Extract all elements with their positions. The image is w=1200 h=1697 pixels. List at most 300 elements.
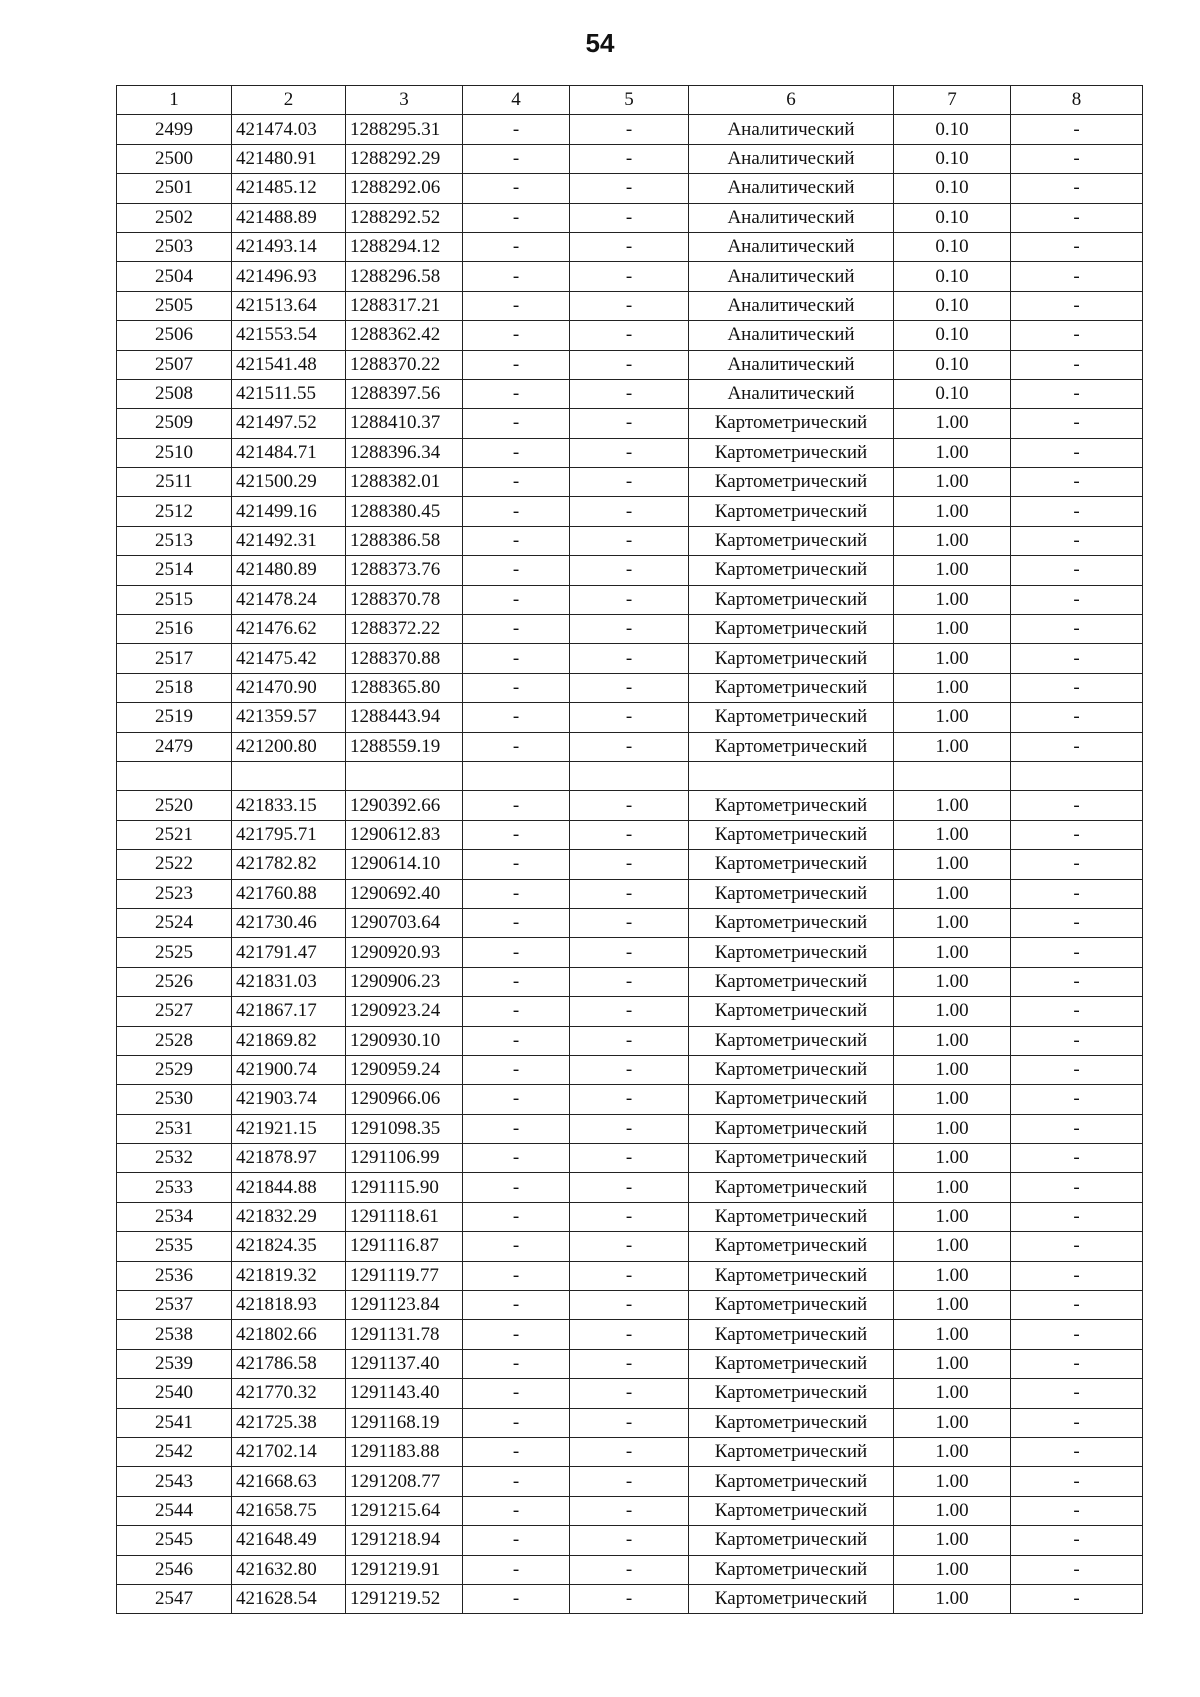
cell-col-4: -: [463, 820, 570, 849]
cell-col-8: -: [1011, 820, 1143, 849]
cell-coordinate-x: 421791.47: [232, 938, 346, 967]
cell-coordinate-y: 1291219.91: [346, 1555, 463, 1584]
table-row: [117, 321, 1143, 350]
cell-coordinate-y: 1291123.84: [346, 1291, 463, 1320]
cell-accuracy: 0.10: [894, 350, 1011, 379]
cell-method: Картометрический: [689, 820, 894, 849]
cell-coordinate-x: 421730.46: [232, 908, 346, 937]
table-row: [117, 1555, 1143, 1584]
table-row: [117, 1085, 1143, 1114]
cell-point-number: 2527: [117, 997, 232, 1026]
cell-coordinate-y: 1290692.40: [346, 879, 463, 908]
table-row: [117, 1349, 1143, 1378]
cell-coordinate-x: 421474.03: [232, 115, 346, 144]
cell-col-8: -: [1011, 673, 1143, 702]
cell-col-5: -: [570, 232, 689, 261]
cell-col-4: -: [463, 1349, 570, 1378]
cell-method: Картометрический: [689, 908, 894, 937]
cell-col-8: -: [1011, 791, 1143, 820]
cell-col-5: -: [570, 262, 689, 291]
cell-point-number: 2539: [117, 1349, 232, 1378]
table-row: [117, 703, 1143, 732]
cell-coordinate-x: 421782.82: [232, 850, 346, 879]
table-row: [117, 1437, 1143, 1466]
cell-coordinate-y: 1290614.10: [346, 850, 463, 879]
cell-col-4: -: [463, 1496, 570, 1525]
cell-col-4: -: [463, 938, 570, 967]
cell-coordinate-y: 1288295.31: [346, 115, 463, 144]
cell-col-8: -: [1011, 468, 1143, 497]
cell-coordinate-x: 421359.57: [232, 703, 346, 732]
table-row: [117, 1261, 1143, 1290]
cell-accuracy: 1.00: [894, 1467, 1011, 1496]
cell-col-4: -: [463, 1437, 570, 1466]
cell-coordinate-y: 1291183.88: [346, 1437, 463, 1466]
column-header: 4: [463, 86, 570, 115]
cell-col-8: -: [1011, 997, 1143, 1026]
cell-point-number: 2503: [117, 232, 232, 261]
cell-point-number: 2543: [117, 1467, 232, 1496]
cell-coordinate-x: 421484.71: [232, 438, 346, 467]
cell-coordinate-x: 421496.93: [232, 262, 346, 291]
cell-col-5: -: [570, 526, 689, 555]
page-number: 54: [585, 28, 615, 58]
cell-accuracy: 1.00: [894, 673, 1011, 702]
cell-col-8: -: [1011, 526, 1143, 555]
cell-accuracy: 1.00: [894, 967, 1011, 996]
cell-method: [689, 761, 894, 790]
cell-coordinate-y: 1291208.77: [346, 1467, 463, 1496]
cell-col-8: -: [1011, 585, 1143, 614]
table-row: [117, 1379, 1143, 1408]
cell-coordinate-x: 421824.35: [232, 1232, 346, 1261]
cell-col-8: -: [1011, 703, 1143, 732]
cell-accuracy: 1.00: [894, 1055, 1011, 1084]
cell-col-5: -: [570, 203, 689, 232]
cell-method: Картометрический: [689, 673, 894, 702]
cell-accuracy: 1.00: [894, 556, 1011, 585]
cell-coordinate-y: 1288294.12: [346, 232, 463, 261]
cell-accuracy: 0.10: [894, 203, 1011, 232]
cell-col-5: -: [570, 1202, 689, 1231]
cell-col-8: -: [1011, 144, 1143, 173]
cell-col-5: -: [570, 1232, 689, 1261]
cell-point-number: 2524: [117, 908, 232, 937]
cell-point-number: 2507: [117, 350, 232, 379]
cell-coordinate-y: 1291106.99: [346, 1144, 463, 1173]
cell-col-8: -: [1011, 1232, 1143, 1261]
cell-point-number: 2501: [117, 174, 232, 203]
cell-col-5: -: [570, 615, 689, 644]
cell-coordinate-y: 1288317.21: [346, 291, 463, 320]
cell-accuracy: 1.00: [894, 908, 1011, 937]
table-row: [117, 203, 1143, 232]
cell-method: Картометрический: [689, 1261, 894, 1290]
cell-method: Картометрический: [689, 1320, 894, 1349]
cell-coordinate-x: 421770.32: [232, 1379, 346, 1408]
cell-coordinate-x: 421478.24: [232, 585, 346, 614]
cell-col-5: -: [570, 908, 689, 937]
cell-col-4: -: [463, 1379, 570, 1408]
cell-accuracy: 1.00: [894, 938, 1011, 967]
cell-col-5: -: [570, 1291, 689, 1320]
cell-accuracy: 1.00: [894, 1349, 1011, 1378]
table-row: [117, 1408, 1143, 1437]
cell-method: Картометрический: [689, 644, 894, 673]
cell-coordinate-y: 1288292.06: [346, 174, 463, 203]
cell-col-4: -: [463, 1055, 570, 1084]
cell-coordinate-x: 421802.66: [232, 1320, 346, 1349]
cell-col-8: -: [1011, 232, 1143, 261]
cell-coordinate-y: 1288559.19: [346, 732, 463, 761]
cell-col-8: -: [1011, 1261, 1143, 1290]
cell-point-number: 2545: [117, 1526, 232, 1555]
table-row: [117, 1173, 1143, 1202]
cell-accuracy: 0.10: [894, 321, 1011, 350]
cell-method: Картометрический: [689, 556, 894, 585]
column-header: 6: [689, 86, 894, 115]
cell-col-4: -: [463, 1584, 570, 1613]
cell-coordinate-x: 421493.14: [232, 232, 346, 261]
cell-accuracy: 1.00: [894, 438, 1011, 467]
table-row: [117, 820, 1143, 849]
cell-col-4: -: [463, 1320, 570, 1349]
cell-col-4: -: [463, 1232, 570, 1261]
cell-coordinate-x: 421497.52: [232, 409, 346, 438]
table-row: [117, 1114, 1143, 1143]
cell-point-number: 2500: [117, 144, 232, 173]
cell-point-number: 2513: [117, 526, 232, 555]
cell-coordinate-x: 421480.91: [232, 144, 346, 173]
cell-point-number: 2502: [117, 203, 232, 232]
cell-col-4: -: [463, 556, 570, 585]
cell-accuracy: 1.00: [894, 468, 1011, 497]
cell-method: Аналитический: [689, 262, 894, 291]
table-header-row: [117, 86, 1143, 115]
cell-col-8: -: [1011, 379, 1143, 408]
cell-coordinate-y: 1290703.64: [346, 908, 463, 937]
coordinates-table: [116, 85, 1143, 1614]
cell-point-number: 2519: [117, 703, 232, 732]
table-row: [117, 673, 1143, 702]
cell-coordinate-y: 1291098.35: [346, 1114, 463, 1143]
cell-col-8: -: [1011, 203, 1143, 232]
cell-method: Аналитический: [689, 291, 894, 320]
cell-accuracy: 1.00: [894, 1320, 1011, 1349]
table-row: [117, 262, 1143, 291]
cell-method: Картометрический: [689, 1085, 894, 1114]
cell-col-5: -: [570, 673, 689, 702]
cell-col-5: -: [570, 379, 689, 408]
cell-col-5: -: [570, 144, 689, 173]
cell-accuracy: 1.00: [894, 850, 1011, 879]
cell-col-4: -: [463, 232, 570, 261]
cell-col-8: -: [1011, 732, 1143, 761]
cell-accuracy: 1.00: [894, 1114, 1011, 1143]
cell-coordinate-y: 1290906.23: [346, 967, 463, 996]
cell-accuracy: [894, 761, 1011, 790]
table-row: [117, 732, 1143, 761]
cell-coordinate-x: 421921.15: [232, 1114, 346, 1143]
cell-col-8: -: [1011, 1291, 1143, 1320]
cell-col-4: -: [463, 350, 570, 379]
cell-col-8: -: [1011, 1496, 1143, 1525]
cell-col-4: -: [463, 673, 570, 702]
cell-col-8: -: [1011, 879, 1143, 908]
cell-coordinate-x: 421475.42: [232, 644, 346, 673]
cell-col-4: -: [463, 615, 570, 644]
cell-col-8: [1011, 761, 1143, 790]
cell-accuracy: 1.00: [894, 1261, 1011, 1290]
table-row: [117, 497, 1143, 526]
cell-coordinate-y: 1288397.56: [346, 379, 463, 408]
cell-method: Картометрический: [689, 703, 894, 732]
cell-point-number: 2515: [117, 585, 232, 614]
cell-point-number: 2531: [117, 1114, 232, 1143]
cell-method: Картометрический: [689, 1408, 894, 1437]
table-row: [117, 1232, 1143, 1261]
cell-method: Картометрический: [689, 1173, 894, 1202]
table-row: [117, 585, 1143, 614]
cell-method: Картометрический: [689, 879, 894, 908]
cell-coordinate-y: 1291168.19: [346, 1408, 463, 1437]
cell-coordinate-y: 1291215.64: [346, 1496, 463, 1525]
cell-method: Картометрический: [689, 1379, 894, 1408]
table-row: [117, 1291, 1143, 1320]
cell-coordinate-y: 1291118.61: [346, 1202, 463, 1231]
cell-coordinate-y: 1290966.06: [346, 1085, 463, 1114]
cell-point-number: 2522: [117, 850, 232, 879]
cell-accuracy: 1.00: [894, 409, 1011, 438]
cell-method: Картометрический: [689, 438, 894, 467]
cell-point-number: 2536: [117, 1261, 232, 1290]
cell-method: Аналитический: [689, 174, 894, 203]
table-row: [117, 468, 1143, 497]
cell-col-8: -: [1011, 615, 1143, 644]
cell-accuracy: 0.10: [894, 379, 1011, 408]
cell-point-number: 2517: [117, 644, 232, 673]
cell-col-5: -: [570, 1085, 689, 1114]
cell-col-8: -: [1011, 908, 1143, 937]
cell-point-number: 2518: [117, 673, 232, 702]
cell-coordinate-y: 1290392.66: [346, 791, 463, 820]
cell-coordinate-x: 421499.16: [232, 497, 346, 526]
table-row: [117, 791, 1143, 820]
cell-point-number: 2533: [117, 1173, 232, 1202]
cell-point-number: 2504: [117, 262, 232, 291]
cell-point-number: 2511: [117, 468, 232, 497]
cell-col-4: -: [463, 879, 570, 908]
cell-col-8: -: [1011, 938, 1143, 967]
cell-col-5: -: [570, 1144, 689, 1173]
cell-coordinate-x: 421511.55: [232, 379, 346, 408]
column-header: 2: [232, 86, 346, 115]
table-row: [117, 1526, 1143, 1555]
cell-coordinate-y: 1291219.52: [346, 1584, 463, 1613]
cell-point-number: 2508: [117, 379, 232, 408]
cell-point-number: 2540: [117, 1379, 232, 1408]
cell-col-8: -: [1011, 967, 1143, 996]
cell-accuracy: 0.10: [894, 232, 1011, 261]
cell-point-number: 2512: [117, 497, 232, 526]
cell-col-5: -: [570, 1320, 689, 1349]
cell-col-8: -: [1011, 262, 1143, 291]
cell-accuracy: 1.00: [894, 732, 1011, 761]
cell-col-4: -: [463, 144, 570, 173]
cell-col-8: -: [1011, 1379, 1143, 1408]
cell-coordinate-x: 421476.62: [232, 615, 346, 644]
cell-method: Картометрический: [689, 1584, 894, 1613]
table-row: [117, 438, 1143, 467]
cell-point-number: 2521: [117, 820, 232, 849]
cell-coordinate-x: 421867.17: [232, 997, 346, 1026]
cell-coordinate-y: 1288292.29: [346, 144, 463, 173]
cell-coordinate-x: 421818.93: [232, 1291, 346, 1320]
cell-col-4: -: [463, 967, 570, 996]
cell-col-5: -: [570, 644, 689, 673]
cell-col-5: -: [570, 321, 689, 350]
cell-col-8: -: [1011, 1526, 1143, 1555]
cell-coordinate-y: 1288443.94: [346, 703, 463, 732]
cell-coordinate-x: 421833.15: [232, 791, 346, 820]
cell-point-number: 2532: [117, 1144, 232, 1173]
table-row: [117, 144, 1143, 173]
cell-col-5: -: [570, 1555, 689, 1584]
cell-col-4: -: [463, 409, 570, 438]
cell-col-5: -: [570, 1055, 689, 1084]
cell-coordinate-x: 421500.29: [232, 468, 346, 497]
cell-accuracy: 1.00: [894, 1437, 1011, 1466]
table-row: [117, 556, 1143, 585]
cell-coordinate-x: 421648.49: [232, 1526, 346, 1555]
cell-accuracy: 0.10: [894, 262, 1011, 291]
cell-accuracy: 1.00: [894, 526, 1011, 555]
cell-point-number: 2528: [117, 1026, 232, 1055]
cell-accuracy: 1.00: [894, 1202, 1011, 1231]
cell-col-5: -: [570, 115, 689, 144]
cell-accuracy: 1.00: [894, 997, 1011, 1026]
cell-col-5: -: [570, 1114, 689, 1143]
cell-col-5: -: [570, 556, 689, 585]
cell-col-4: -: [463, 1202, 570, 1231]
cell-col-8: -: [1011, 497, 1143, 526]
cell-col-4: -: [463, 1144, 570, 1173]
cell-col-8: -: [1011, 1467, 1143, 1496]
cell-coordinate-x: 421903.74: [232, 1085, 346, 1114]
cell-coordinate-y: 1288365.80: [346, 673, 463, 702]
cell-point-number: 2544: [117, 1496, 232, 1525]
cell-coordinate-y: 1288370.88: [346, 644, 463, 673]
table-row: [117, 967, 1143, 996]
cell-col-8: -: [1011, 1026, 1143, 1055]
cell-coordinate-x: 421786.58: [232, 1349, 346, 1378]
cell-col-4: -: [463, 908, 570, 937]
cell-col-8: -: [1011, 321, 1143, 350]
cell-col-8: -: [1011, 1320, 1143, 1349]
cell-col-5: -: [570, 732, 689, 761]
cell-coordinate-y: 1290959.24: [346, 1055, 463, 1084]
cell-col-4: -: [463, 1114, 570, 1143]
cell-coordinate-x: 421900.74: [232, 1055, 346, 1084]
cell-col-4: -: [463, 1085, 570, 1114]
cell-point-number: 2520: [117, 791, 232, 820]
cell-method: Аналитический: [689, 115, 894, 144]
cell-coordinate-x: 421470.90: [232, 673, 346, 702]
cell-coordinate-y: 1288292.52: [346, 203, 463, 232]
cell-coordinate-y: 1288362.42: [346, 321, 463, 350]
cell-col-8: -: [1011, 1202, 1143, 1231]
cell-col-8: -: [1011, 644, 1143, 673]
cell-method: Картометрический: [689, 1055, 894, 1084]
cell-col-5: -: [570, 291, 689, 320]
cell-coordinate-x: 421668.63: [232, 1467, 346, 1496]
table-row: [117, 908, 1143, 937]
cell-method: Картометрический: [689, 1467, 894, 1496]
cell-method: Аналитический: [689, 232, 894, 261]
cell-col-4: -: [463, 644, 570, 673]
table-row: [117, 1026, 1143, 1055]
cell-coordinate-x: 421869.82: [232, 1026, 346, 1055]
cell-coordinate-y: 1288296.58: [346, 262, 463, 291]
cell-col-5: -: [570, 967, 689, 996]
cell-accuracy: 1.00: [894, 703, 1011, 732]
cell-col-8: -: [1011, 174, 1143, 203]
cell-coordinate-x: 421844.88: [232, 1173, 346, 1202]
cell-col-5: -: [570, 703, 689, 732]
cell-point-number: 2509: [117, 409, 232, 438]
cell-coordinate-x: 421831.03: [232, 967, 346, 996]
cell-coordinate-y: 1290930.10: [346, 1026, 463, 1055]
cell-col-5: -: [570, 1467, 689, 1496]
cell-coordinate-y: 1288372.22: [346, 615, 463, 644]
cell-method: Картометрический: [689, 850, 894, 879]
cell-col-8: -: [1011, 1085, 1143, 1114]
cell-point-number: 2529: [117, 1055, 232, 1084]
cell-col-5: -: [570, 850, 689, 879]
table-row: [117, 409, 1143, 438]
cell-coordinate-x: 421632.80: [232, 1555, 346, 1584]
cell-col-4: -: [463, 1291, 570, 1320]
cell-point-number: 2530: [117, 1085, 232, 1114]
cell-method: Картометрический: [689, 497, 894, 526]
cell-method: Аналитический: [689, 144, 894, 173]
cell-accuracy: 0.10: [894, 144, 1011, 173]
cell-col-4: -: [463, 1173, 570, 1202]
cell-col-8: -: [1011, 409, 1143, 438]
table-row: [117, 1202, 1143, 1231]
cell-accuracy: 1.00: [894, 1526, 1011, 1555]
cell-col-4: -: [463, 1261, 570, 1290]
cell-col-8: -: [1011, 1055, 1143, 1084]
cell-col-4: -: [463, 1555, 570, 1584]
cell-method: Картометрический: [689, 615, 894, 644]
cell-accuracy: 1.00: [894, 585, 1011, 614]
cell-col-5: -: [570, 997, 689, 1026]
cell-method: Картометрический: [689, 1526, 894, 1555]
cell-method: Картометрический: [689, 997, 894, 1026]
cell-col-4: -: [463, 379, 570, 408]
cell-accuracy: 1.00: [894, 1026, 1011, 1055]
table-row: [117, 1320, 1143, 1349]
cell-coordinate-x: 421492.31: [232, 526, 346, 555]
cell-coordinate-y: 1290612.83: [346, 820, 463, 849]
cell-method: Картометрический: [689, 732, 894, 761]
cell-point-number: 2510: [117, 438, 232, 467]
cell-col-8: -: [1011, 1408, 1143, 1437]
cell-accuracy: 1.00: [894, 879, 1011, 908]
cell-accuracy: 1.00: [894, 1173, 1011, 1202]
table-row: [117, 997, 1143, 1026]
